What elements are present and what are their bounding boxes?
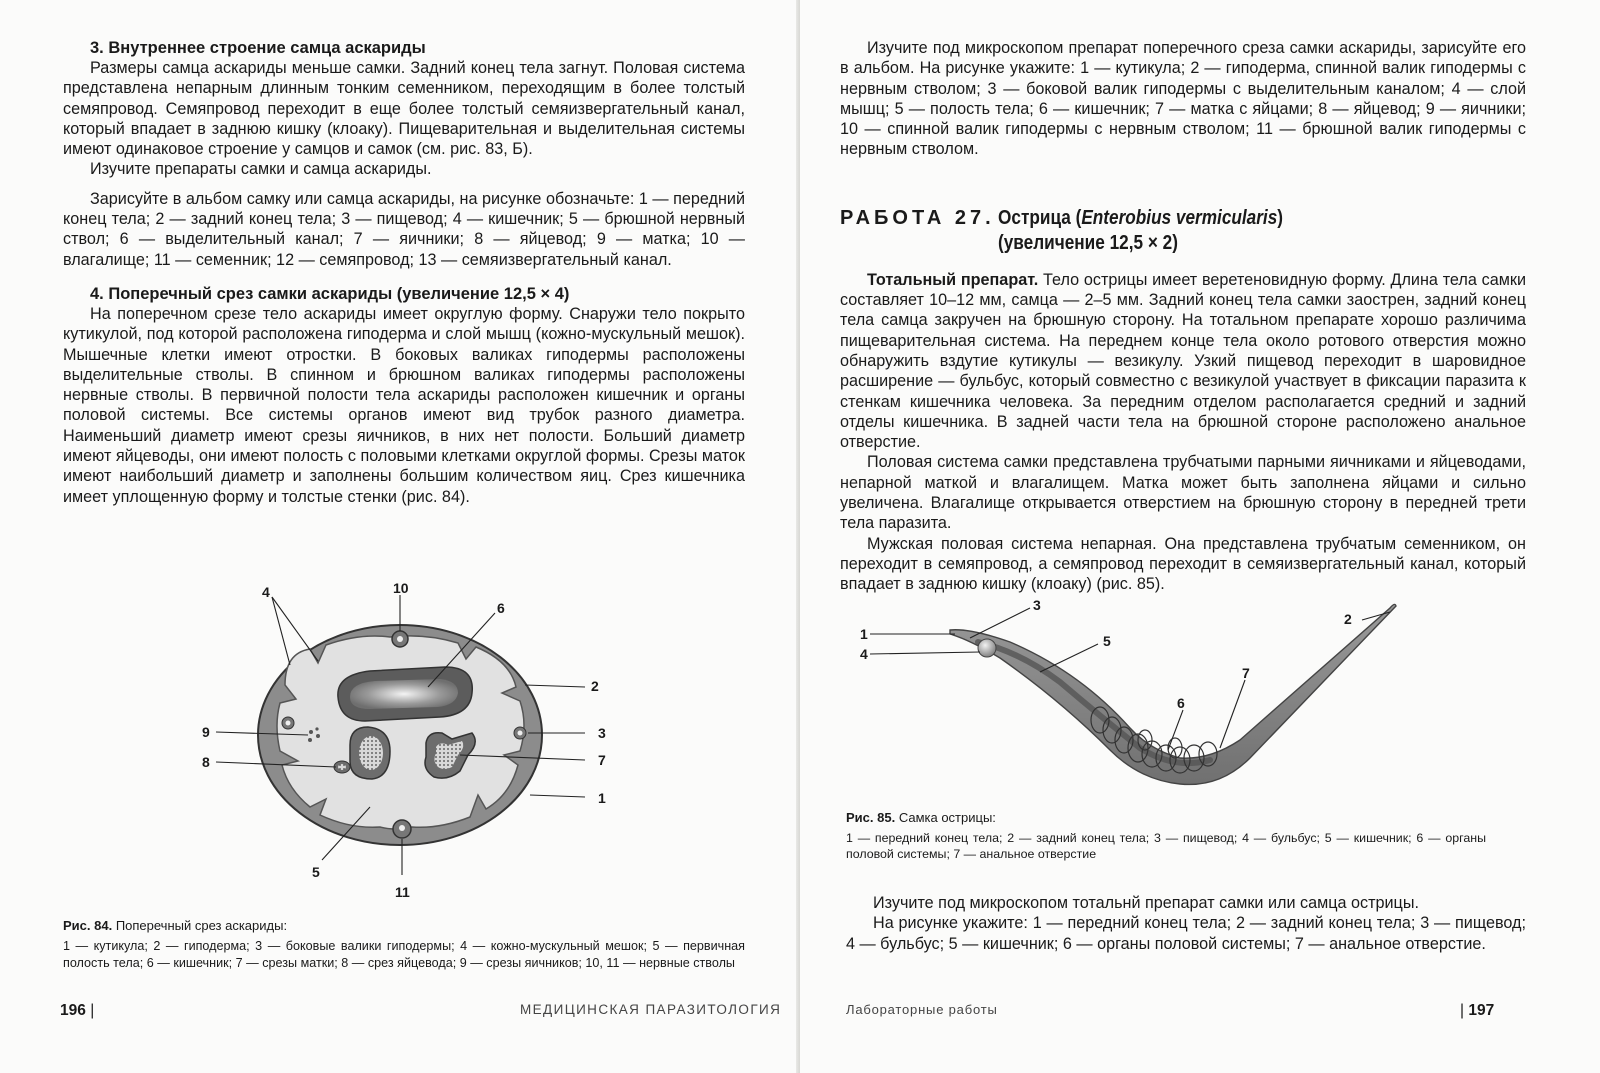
fig85-label-4: 4 bbox=[860, 646, 868, 662]
fig85-caption-title: Рис. 85. bbox=[846, 810, 896, 825]
right-page bbox=[800, 0, 1600, 1073]
fig84-label-2: 2 bbox=[591, 678, 599, 694]
page-number-left: 196 | bbox=[60, 1002, 95, 1019]
work-label: РАБОТА 27. bbox=[840, 206, 995, 229]
fig84-label-6: 6 bbox=[497, 600, 505, 616]
section-4-heading: 4. Поперечный срез самки аскариды (увеличение 12,5 × 4) bbox=[90, 284, 570, 303]
section-4-paragraph-1: На поперечном срезе тело аскариды имеет округлую форму. Снаружи тело покрыто кутикулой, под которой расположена гиподерма и слой мышц (кожно-мускульный мешок). Мышечные клетки имеют отростки. В боковых валиках гиподермы расположены выделительные стволы. В спинном и брюшном валиках гиподермы расположены нервные стволы. В первичной полости тела аскариды расположен кишечник и органы половой системы. Все системы органов имеют вид трубок разного диаметра. Наименьший диаметр имеют срезы яичников, в них нет полости. Больший диаметр имеют яйцеводы, они имеют полость с половыми клетками округлой формы. Срезы маток имеют наибольший диаметр и заполнены большим количеством яиц. Срез кишечника имеет уплощенную форму и толстые стенки (рис. 84). bbox=[63, 304, 745, 506]
fig85-caption-text: 1 — передний конец тела; 2 — задний конец тела; 3 — пищевод; 4 — бульбус; 5 — кишечник; 6 — органы половой системы; 7 — анальное отверстие bbox=[846, 830, 1486, 861]
fig85-label-5: 5 bbox=[1103, 633, 1111, 649]
total-prep-paragraph: Тотальный препарат. Тело острицы имеет веретеновидную форму. Длина тела самки составляет 10–12 мм, самца — 2–5 мм. Задний конец тела самки заострен, задний конец тела самца закручен на брюшную сторону. На тотальном препарате хорошо различима пищеварительная система. На переднем конце тела около ротового отверстия можно обнаружить вздутие кутикулы — везикулу. Узкий пищевод переходит в шаровидное расширение — бульбус, который совместно с везикулой участвует в фиксации паразита к стенкам кишечника человека. За передним отделом располагается средний и задний отделы кишечника. В задней части тела на брюшной стороне расположено анальное отверстие. bbox=[840, 270, 1526, 452]
fig84-label-1: 1 bbox=[598, 790, 606, 806]
fig84-caption-text: 1 — кутикула; 2 — гиподерма; 3 — боковые валики гиподермы; 4 — кожно-мускульный мешок; 5 — первичная полость тела; 6 — кишечник; 7 — срезы матки; 8 — срез яйцевода; 9 — срезы яичников; 10, 11 — нервные стволы bbox=[63, 938, 745, 970]
fig84-label-3: 3 bbox=[598, 725, 606, 741]
female-system-paragraph: Половая система самки представлена трубчатыми парными яичниками и яйцеводами, непарной маткой и влагалищем. Матка может быть заполнена яйцами и сильно увеличена. Влагалище открывается отверстием на брюшную сторону в передней трети тела паразита. bbox=[840, 453, 1526, 533]
male-system-paragraph: Мужская половая система непарная. Она представлена трубчатым семенником, он переходит в семяпровод, а семяпровод переходит в семяизвергательный канал, который впадает в заднюю кишку (клоаку) (рис. 85). bbox=[840, 534, 1526, 594]
fig84-caption-subtitle: Поперечный срез аскариды: bbox=[112, 918, 288, 933]
work-27-title-line-2: (увеличение 12,5 × 2) bbox=[998, 231, 1178, 254]
total-prep-label: Тотальный препарат. bbox=[867, 270, 1039, 289]
work-title-line-1: Острица (Enterobius vermicularis) bbox=[998, 206, 1284, 229]
worm-bulbus bbox=[978, 639, 996, 657]
section-3-paragraph-3: Зарисуйте в альбом самку или самца аскариды, на рисунке обозначьте: 1 — передний конец тела; 2 — задний конец тела; 3 — пищевод; 4 — кишечник; 5 — брюшной нервный ствол; 6 — выделительный канал; 7 — яичники; 8 — яйцевод; 9 — матка; 10 — влагалище; 11 — семенник; 12 — семяпровод; 13 — семяизвергательный канал. bbox=[63, 189, 745, 269]
figure-84-cross-section bbox=[190, 575, 640, 915]
figure-84-caption bbox=[63, 918, 745, 972]
fig85-caption-subtitle: Самка острицы: bbox=[895, 810, 996, 825]
fig84-label-8: 8 bbox=[202, 754, 210, 770]
fig85-label-1: 1 bbox=[860, 626, 868, 642]
left-text-top bbox=[63, 38, 745, 507]
fig84-caption-title: Рис. 84. bbox=[63, 918, 113, 933]
fig84-label-4: 4 bbox=[262, 584, 270, 600]
fig84-label-7: 7 bbox=[598, 752, 606, 768]
running-head-left: МЕДИЦИНСКАЯ ПАРАЗИТОЛОГИЯ bbox=[520, 1002, 782, 1017]
fig84-label-9: 9 bbox=[202, 724, 210, 740]
figure-85-pinworm bbox=[850, 590, 1470, 805]
section-3-paragraph-1: Размеры самца аскариды меньше самки. Задний конец тела загнут. Половая система представлена непарным длинным тонким семенником, переходящим в более толстый семяпровод. Семяпровод переходит в еще более толстый семяизвергательный канал, который впадает в заднюю кишку (клоаку). Пищеварительная и выделительная системы имеют одинаковое строение у самцов и самок (см. рис. 83, Б). bbox=[63, 59, 745, 159]
running-head-right: Лабораторные работы bbox=[846, 1002, 998, 1017]
intro-paragraph: Изучите под микроскопом препарат поперечного среза самки аскариды, зарисуйте его в альбом. На рисунке укажите: 1 — кутикула; 2 — гиподерма, спинной валик гиподермы с нервным стволом; 3 — боковой валик гиподермы с выделительным каналом; 4 — слой мышц; 5 — полость тела; 6 — кишечник; 7 — матка с яйцами; 8 — яйцевод; 9 — яичники; 10 — спинной валик гиподермы с нервным стволом; 11 — брюшной валик гиподермы с нервным стволом. bbox=[840, 39, 1526, 159]
work-27-title bbox=[840, 206, 1526, 231]
mark-paragraph: На рисунке укажите: 1 — передний конец тела; 2 — задний конец тела; 3 — пищевод; 4 — бульбус; 5 — кишечник; 6 — органы половой системы; 7 — анальное отверстие. bbox=[846, 914, 1526, 953]
fig85-label-7: 7 bbox=[1242, 665, 1250, 681]
fig84-label-10: 10 bbox=[393, 580, 409, 596]
fig85-label-3: 3 bbox=[1033, 597, 1041, 613]
figure-85-caption bbox=[846, 810, 1486, 863]
fig85-label-2: 2 bbox=[1344, 611, 1352, 627]
fig85-label-6: 6 bbox=[1177, 695, 1185, 711]
fig84-label-5: 5 bbox=[312, 864, 320, 880]
page-number-right: | 197 bbox=[1460, 1002, 1495, 1019]
body-cavity bbox=[277, 636, 524, 829]
section-3-paragraph-2: Изучите препараты самки и самца аскариды. bbox=[90, 160, 432, 179]
right-text-top bbox=[840, 38, 1526, 595]
section-3-heading: 3. Внутреннее строение самца аскариды bbox=[90, 39, 426, 57]
study-paragraph: Изучите под микроскопом тотальнй препарат самки или самца острицы. bbox=[873, 894, 1419, 912]
right-text-bottom bbox=[846, 893, 1526, 954]
fig84-label-11: 11 bbox=[395, 884, 410, 900]
